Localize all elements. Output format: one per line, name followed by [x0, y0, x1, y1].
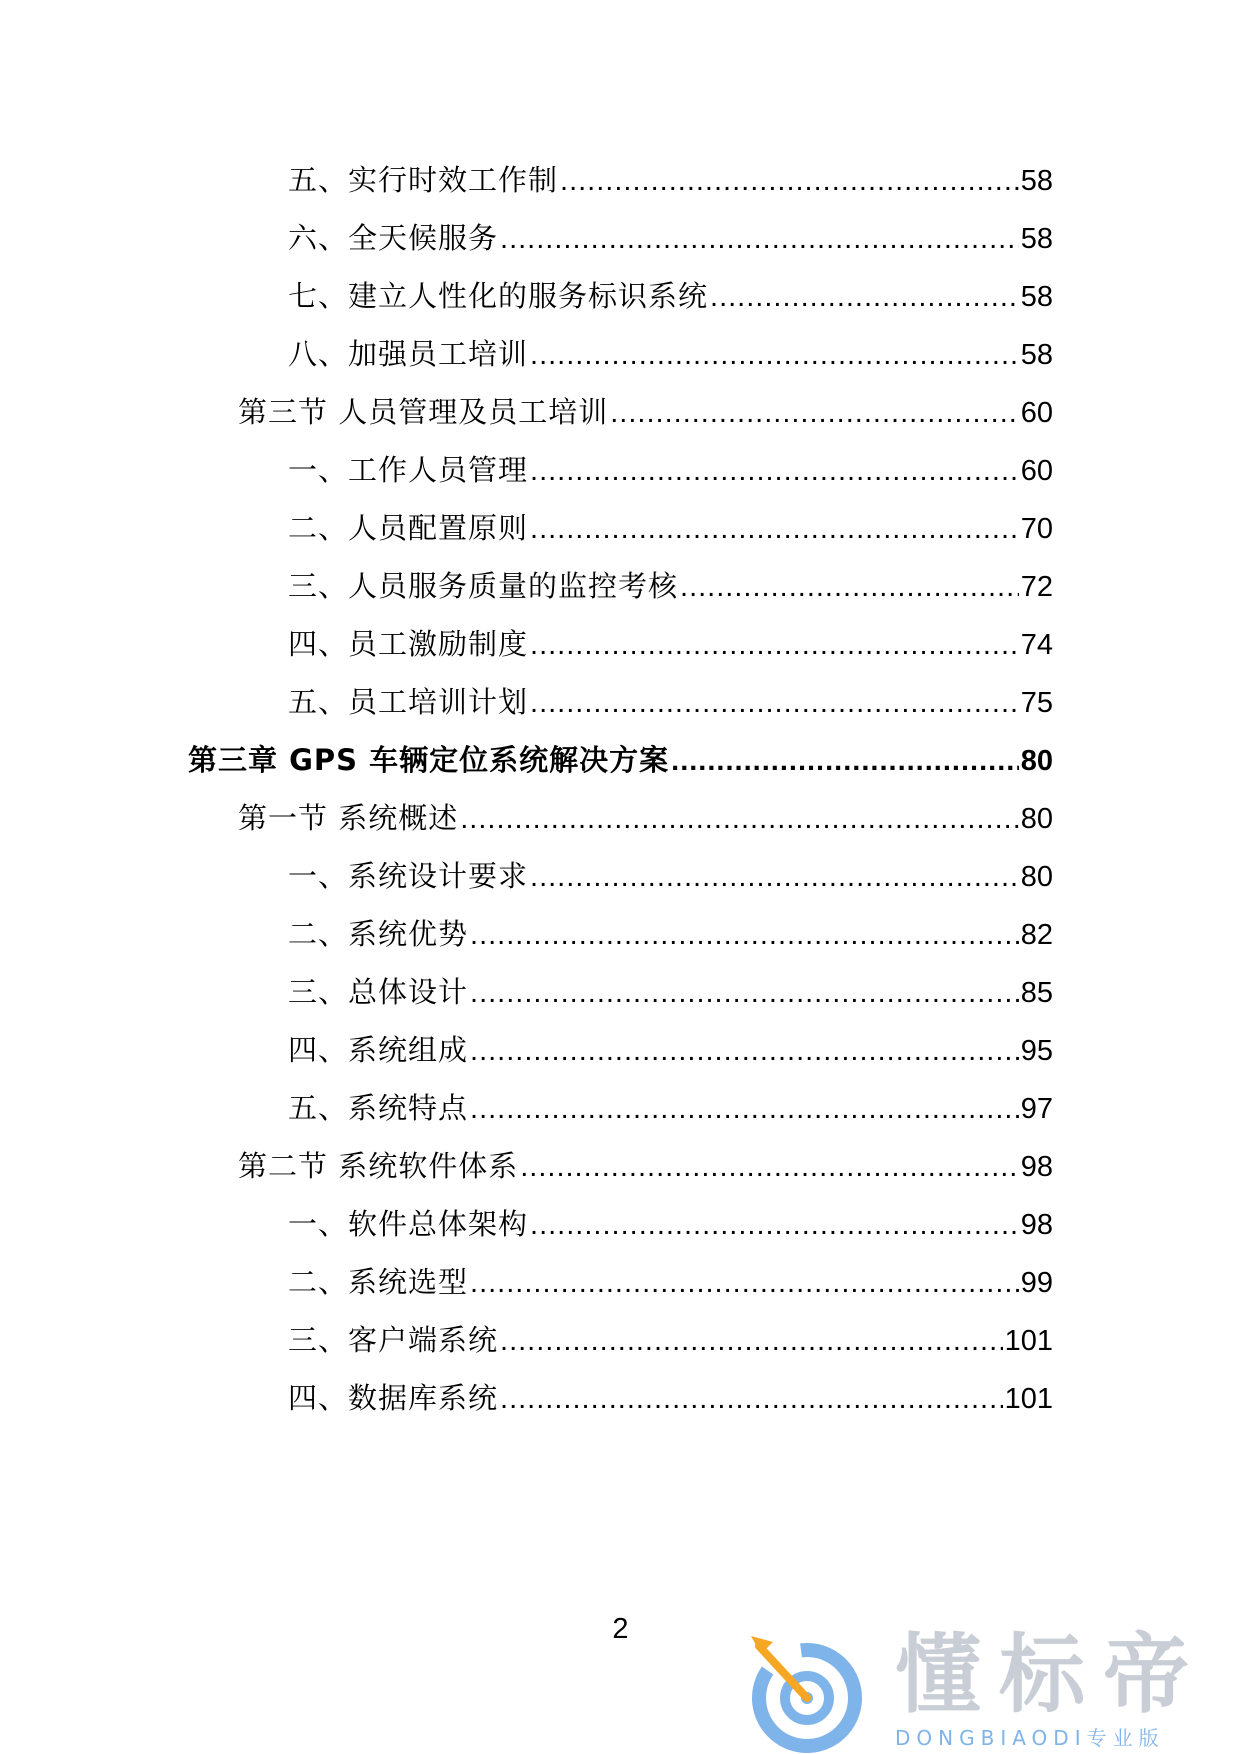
- toc-entry-title: 第三节 人员管理及员工培训: [238, 395, 609, 429]
- toc-dot-leader: [680, 567, 1019, 607]
- toc-entry-title: 七、建立人性化的服务标识系统: [288, 279, 709, 313]
- toc-entry-page: 70: [1020, 513, 1053, 545]
- toc-dot-leader: [500, 1321, 1003, 1361]
- toc-entry[interactable]: [288, 218, 1053, 258]
- toc-entry-title: 二、系统选型: [288, 1265, 469, 1299]
- toc-entry[interactable]: [288, 1088, 1053, 1128]
- toc-entry[interactable]: [288, 1030, 1053, 1070]
- toc-entry[interactable]: [288, 682, 1053, 722]
- toc-entry-page: 80: [1020, 745, 1053, 777]
- toc-entry-page: 98: [1020, 1209, 1053, 1241]
- toc-dot-leader: [530, 509, 1019, 549]
- toc-entry[interactable]: [288, 276, 1053, 316]
- toc-dot-leader: [530, 335, 1019, 375]
- toc-entry-title: 一、工作人员管理: [288, 453, 529, 487]
- watermark-subtitle: DONGBIAODI专业版: [895, 1726, 1165, 1750]
- toc-entry-page: 58: [1020, 281, 1053, 313]
- toc-entry-page: 58: [1020, 223, 1053, 255]
- toc-dot-leader: [520, 1147, 1019, 1187]
- toc-entry-title: 一、软件总体架构: [288, 1207, 529, 1241]
- toc-dot-leader: [530, 1205, 1019, 1245]
- toc-entry-page: 82: [1020, 919, 1053, 951]
- toc-entry[interactable]: [288, 566, 1053, 606]
- toc-entry[interactable]: [288, 1320, 1053, 1360]
- toc-entry-page: 95: [1020, 1035, 1053, 1067]
- toc-entry[interactable]: [238, 1146, 1053, 1186]
- toc-entry-title: 一、系统设计要求: [288, 859, 529, 893]
- toc-dot-leader: [500, 219, 1019, 259]
- toc-entry[interactable]: [288, 1204, 1053, 1244]
- toc-entry-title: 二、系统优势: [288, 917, 469, 951]
- toc-entry-title: 五、员工培训计划: [288, 685, 529, 719]
- watermark-title: 懂标帝: [895, 1625, 1207, 1725]
- toc-entry-page: 60: [1020, 455, 1053, 487]
- toc-dot-leader: [610, 393, 1019, 433]
- toc-entry[interactable]: [288, 624, 1053, 664]
- toc-entry-title: 三、客户端系统: [288, 1323, 499, 1357]
- toc-entry[interactable]: [288, 160, 1053, 200]
- toc-entry-page: 60: [1020, 397, 1053, 429]
- toc-dot-leader: [470, 973, 1019, 1013]
- toc-entry-title: 五、实行时效工作制: [288, 163, 559, 197]
- toc-entry[interactable]: [288, 508, 1053, 548]
- toc-entry-page: 58: [1020, 339, 1053, 371]
- toc-entry-page: 74: [1020, 629, 1053, 661]
- toc-entry[interactable]: [288, 914, 1053, 954]
- toc-entry[interactable]: [288, 972, 1053, 1012]
- toc-entry-page: 97: [1020, 1093, 1053, 1125]
- toc-entry-page: 80: [1020, 861, 1053, 893]
- toc-entry-title: 四、员工激励制度: [288, 627, 529, 661]
- toc-entry[interactable]: [288, 1262, 1053, 1302]
- toc-dot-leader: [530, 625, 1019, 665]
- toc-dot-leader: [710, 277, 1019, 317]
- toc-entry-page: 85: [1020, 977, 1053, 1009]
- toc-entry-page: 101: [1004, 1383, 1053, 1415]
- toc-entry[interactable]: [288, 856, 1053, 896]
- toc-dot-leader: [500, 1379, 1003, 1419]
- toc-entry[interactable]: [238, 392, 1053, 432]
- toc-dot-leader: [530, 683, 1019, 723]
- toc-entry-title: 五、系统特点: [288, 1091, 469, 1125]
- toc-dot-leader: [470, 915, 1019, 955]
- toc-entry-title: 第二节 系统软件体系: [238, 1149, 519, 1183]
- target-arrow-icon: [745, 1628, 875, 1754]
- toc-entry[interactable]: [288, 450, 1053, 490]
- toc-entry-page: 80: [1020, 803, 1053, 835]
- toc-dot-leader: [530, 451, 1019, 491]
- toc-dot-leader: [560, 161, 1019, 201]
- toc-entry-page: 99: [1020, 1267, 1053, 1299]
- toc-entry-page: 98: [1020, 1151, 1053, 1183]
- toc-entry-title: 第三章 GPS 车辆定位系统解决方案: [188, 743, 670, 777]
- toc-entry-page: 75: [1020, 687, 1053, 719]
- toc-dot-leader: [470, 1089, 1019, 1129]
- toc-entry-title: 八、加强员工培训: [288, 337, 529, 371]
- toc-entry-title: 第一节 系统概述: [238, 801, 459, 835]
- toc-dot-leader: [470, 1263, 1019, 1303]
- toc-entry[interactable]: [188, 740, 1053, 780]
- watermark-logo: [745, 1625, 1241, 1754]
- toc-dot-leader: [530, 857, 1019, 897]
- toc-entry-title: 四、系统组成: [288, 1033, 469, 1067]
- toc-entry[interactable]: [288, 1378, 1053, 1418]
- toc-dot-leader: [460, 799, 1019, 839]
- toc-dot-leader: [671, 741, 1019, 781]
- toc-entry[interactable]: [288, 334, 1053, 374]
- toc-dot-leader: [470, 1031, 1019, 1071]
- toc-entry[interactable]: [238, 798, 1053, 838]
- toc-entry-page: 58: [1020, 165, 1053, 197]
- toc-entry-title: 三、人员服务质量的监控考核: [288, 569, 679, 603]
- toc-entry-title: 三、总体设计: [288, 975, 469, 1009]
- toc-entry-title: 二、人员配置原则: [288, 511, 529, 545]
- toc-entry-page: 101: [1004, 1325, 1053, 1357]
- page-number: 2: [612, 1613, 629, 1645]
- toc-entry-title: 四、数据库系统: [288, 1381, 499, 1415]
- toc-entry-page: 72: [1020, 571, 1053, 603]
- toc-entry-title: 六、全天候服务: [288, 221, 499, 255]
